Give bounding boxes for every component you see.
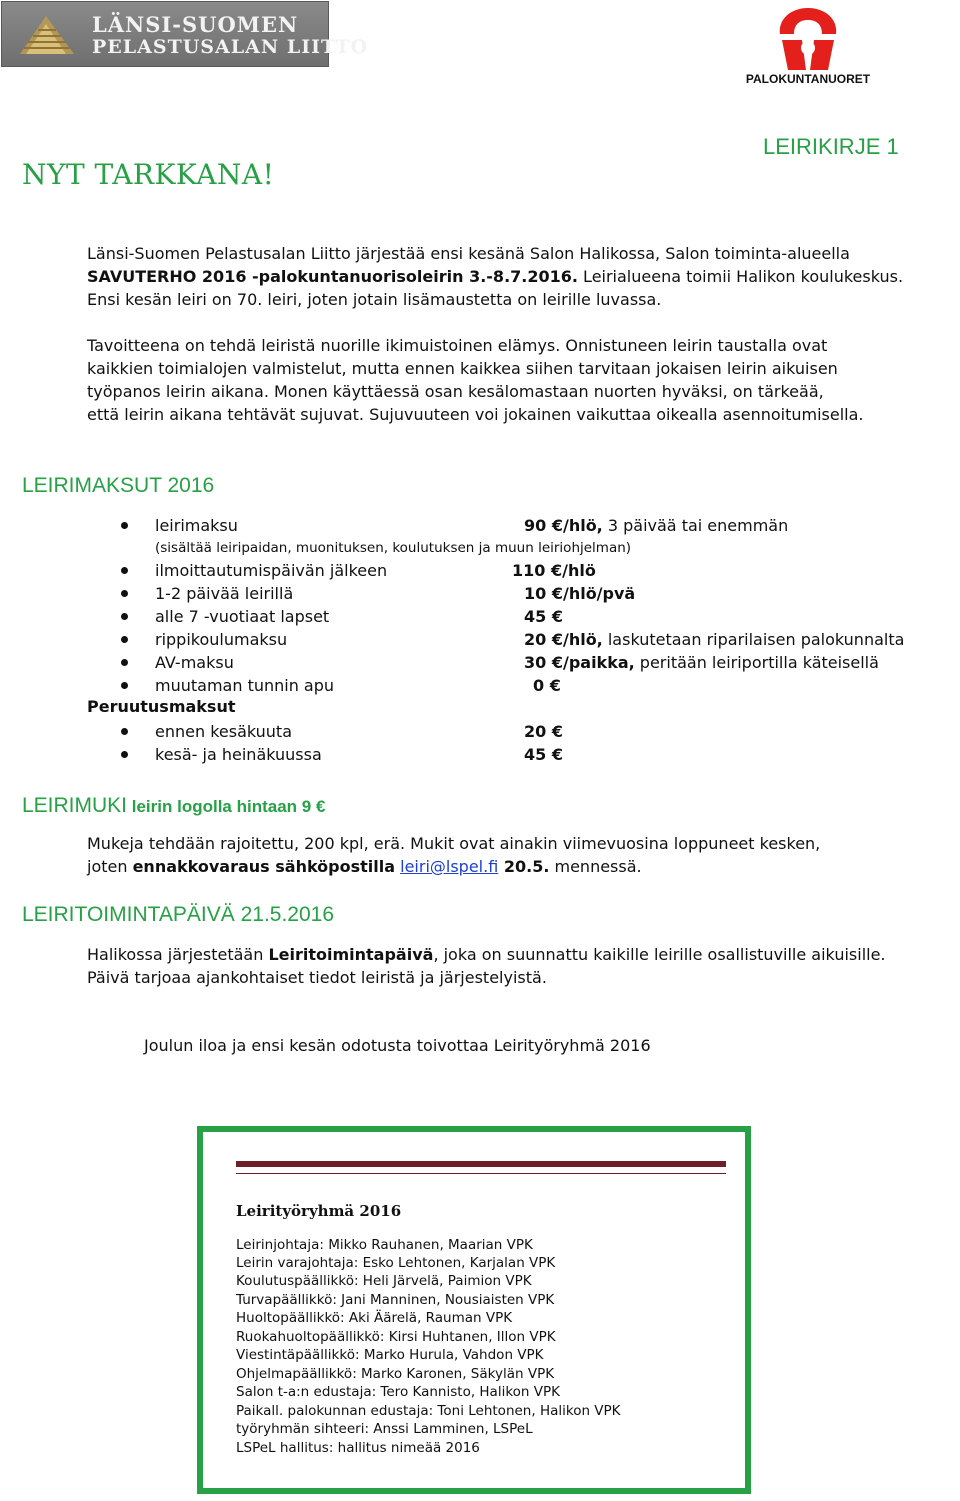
fee-value xyxy=(524,582,635,605)
fee-row xyxy=(0,651,960,674)
text-span: , joka on suunnattu kaikille leirille osallistuville aikuisille. xyxy=(433,945,886,964)
bullet-icon xyxy=(121,659,128,666)
fee-label: rippikoulumaksu xyxy=(155,630,288,649)
team-member: Viestintäpäällikkö: Marko Hurula, Vahdon VPK xyxy=(236,1347,544,1363)
bullet-icon xyxy=(121,728,128,735)
palokuntanuoret-logo xyxy=(728,0,888,95)
email-link[interactable]: leiri@lspel.fi xyxy=(400,857,499,876)
fee-value xyxy=(524,651,879,674)
team-box xyxy=(197,1126,751,1494)
fee-amount: 10 €/hlö/pvä xyxy=(524,584,636,603)
cancellation-heading: Peruutusmaksut xyxy=(87,697,236,716)
fee-row xyxy=(0,559,960,582)
letter-label: LEIRIKIRJE 1 xyxy=(763,134,899,159)
bullet-icon xyxy=(121,636,128,643)
bullet-icon xyxy=(121,590,128,597)
lspel-logo xyxy=(1,1,369,67)
fee-row xyxy=(0,674,960,697)
team-member: Paikall. palokunnan edustaja: Toni Lehtonen, Halikon VPK xyxy=(236,1403,621,1419)
fee-amount: 45 € xyxy=(524,607,563,626)
fee-label: leirimaksu xyxy=(155,516,238,535)
logo-right-text: PALOKUNTANUORET xyxy=(745,72,871,86)
emblem-icon xyxy=(16,10,78,60)
fee-value xyxy=(533,674,561,697)
fee-row xyxy=(0,582,960,605)
mug-heading-small: leirin logolla hintaan 9 € xyxy=(127,797,326,816)
text-line: kaikkien toimialojen valmistelut, mutta ennen kaikkea siihen tarvitaan jokaisen leirin aikuisen xyxy=(87,359,838,378)
fee-amount: 90 €/hlö, xyxy=(524,516,603,535)
greeting: Joulun iloa ja ensi kesän odotusta toivottaa Leirityöryhmä 2016 xyxy=(144,1036,651,1055)
activity-heading: LEIRITOIMINTAPÄIVÄ 21.5.2016 xyxy=(22,903,335,926)
bullet-icon xyxy=(121,682,128,689)
team-member: Leirin varajohtaja: Esko Lehtonen, Karjalan VPK xyxy=(236,1255,556,1271)
fee-label: kesä- ja heinäkuussa xyxy=(155,745,322,764)
fee-detail: laskutetaan riparilaisen palokunnalta xyxy=(602,630,905,649)
fee-row xyxy=(0,605,960,628)
text-line: että leirin aikana tehtävät sujuvat. Sujuvuuteen voi jokainen vaikuttaa oikealla asennoitumisella. xyxy=(87,405,864,424)
team-member: Salon t-a:n edustaja: Tero Kannisto, Halikon VPK xyxy=(236,1384,561,1400)
fee-amount: 110 €/hlö xyxy=(512,561,596,580)
fee-value xyxy=(512,559,596,582)
fee-value xyxy=(524,743,563,766)
fee-label: muutaman tunnin apu xyxy=(155,676,335,695)
team-member: Turvapäällikkö: Jani Manninen, Nousiaisten VPK xyxy=(236,1292,555,1308)
team-member: työryhmän sihteeri: Anssi Lamminen, LSPeL xyxy=(236,1421,533,1437)
fee-amount: 45 € xyxy=(524,745,563,764)
flame-helmet-icon xyxy=(768,4,848,74)
fee-label: 1-2 päivää leirillä xyxy=(155,584,294,603)
fee-amount: 20 € xyxy=(524,722,563,741)
divider xyxy=(236,1173,726,1174)
fee-label: alle 7 -vuotiaat lapset xyxy=(155,607,330,626)
text-line xyxy=(87,265,957,288)
text-line: Päivä tarjoaa ajankohtaiset tiedot leiristä ja järjestelyistä. xyxy=(87,968,547,987)
fees-heading: LEIRIMAKSUT 2016 xyxy=(22,474,215,497)
text-span: joten xyxy=(87,857,133,876)
team-member: Leirinjohtaja: Mikko Rauhanen, Maarian VPK xyxy=(236,1237,533,1253)
bullet-icon xyxy=(121,522,128,529)
text-bold: Leiritoimintapäivä xyxy=(268,945,434,964)
text-line: Tavoitteena on tehdä leiristä nuorille ikimuistoinen elämys. Onnistuneen leirin taustalla ovat xyxy=(87,336,828,355)
text-span: Leirialueena toimii Halikon koulukeskus. xyxy=(577,267,904,286)
fee-row xyxy=(0,628,960,651)
fee-value xyxy=(524,605,563,628)
bullet-icon xyxy=(121,751,128,758)
text-line: Ensi kesän leiri on 70. leiri, joten jotain lisämaustetta on leirille luvassa. xyxy=(87,290,662,309)
fee-row xyxy=(0,743,960,766)
logo-left-line1: LÄNSI-SUOMEN xyxy=(92,12,299,37)
divider xyxy=(236,1161,726,1167)
text-line: Mukeja tehdään rajoitettu, 200 kpl, erä. Mukit ovat ainakin viimevuosina loppuneet kesken, xyxy=(87,834,821,853)
text-line: Länsi-Suomen Pelastusalan Liitto järjestää ensi kesänä Salon Halikossa, Salon toiminta-alueella xyxy=(87,244,850,263)
fee-value xyxy=(524,514,788,537)
team-title: Leirityöryhmä 2016 xyxy=(236,1202,402,1220)
fee-amount: 0 € xyxy=(533,676,561,695)
fee-detail: 3 päivää tai enemmän xyxy=(602,516,789,535)
text-bold: 20.5. xyxy=(498,857,550,876)
logo-left-line2: PELASTUSALAN LIITTO xyxy=(92,36,369,58)
mug-heading-big: LEIRIMUKI xyxy=(22,794,128,817)
team-member: Ruokahuoltopäällikkö: Kirsi Huhtanen, Illon VPK xyxy=(236,1329,556,1345)
bullet-icon xyxy=(121,567,128,574)
team-member: Koulutuspäällikkö: Heli Järvelä, Paimion VPK xyxy=(236,1273,532,1289)
text-line xyxy=(87,943,957,966)
fee-label: AV-maksu xyxy=(155,653,234,672)
fee-value xyxy=(524,628,904,651)
fee-detail: peritään leiriportilla käteisellä xyxy=(634,653,879,672)
bullet-icon xyxy=(121,613,128,620)
fee-label: ennen kesäkuuta xyxy=(155,722,293,741)
text-span: Halikossa järjestetään xyxy=(87,945,269,964)
text-bold: ennakkovaraus sähköpostilla xyxy=(132,857,396,876)
camp-name-bold: SAVUTERHO 2016 -palokuntanuorisoleirin 3.-8.7.2016. xyxy=(87,267,578,286)
text-span: mennessä. xyxy=(549,857,642,876)
mug-heading xyxy=(22,794,325,818)
activity-paragraph xyxy=(87,943,957,989)
team-member: LSPeL hallitus: hallitus nimeää 2016 xyxy=(236,1440,480,1456)
fee-row xyxy=(0,720,960,743)
intro-paragraph-2 xyxy=(87,334,957,426)
fee-amount: 30 €/paikka, xyxy=(524,653,635,672)
fee-value xyxy=(524,720,563,743)
team-member: Ohjelmapäällikkö: Marko Karonen, Säkylän VPK xyxy=(236,1366,555,1382)
team-member: Huoltopäällikkö: Aki Äärelä, Rauman VPK xyxy=(236,1310,513,1326)
fee-label: ilmoittautumispäivän jälkeen xyxy=(155,561,388,580)
page-title: NYT TARKKANA! xyxy=(22,158,275,191)
mug-paragraph xyxy=(87,832,957,878)
fee-row xyxy=(0,514,960,537)
text-line: työpanos leirin aikana. Monen käyttäessä osan kesälomastaan nuorten hyväksi, on tärkeää, xyxy=(87,382,824,401)
intro-paragraph-1 xyxy=(87,242,957,311)
fee-note: (sisältää leiripaidan, muonituksen, koulutuksen ja muun leiriohjelman) xyxy=(155,540,632,556)
text-line xyxy=(87,855,957,878)
fee-amount: 20 €/hlö, xyxy=(524,630,603,649)
